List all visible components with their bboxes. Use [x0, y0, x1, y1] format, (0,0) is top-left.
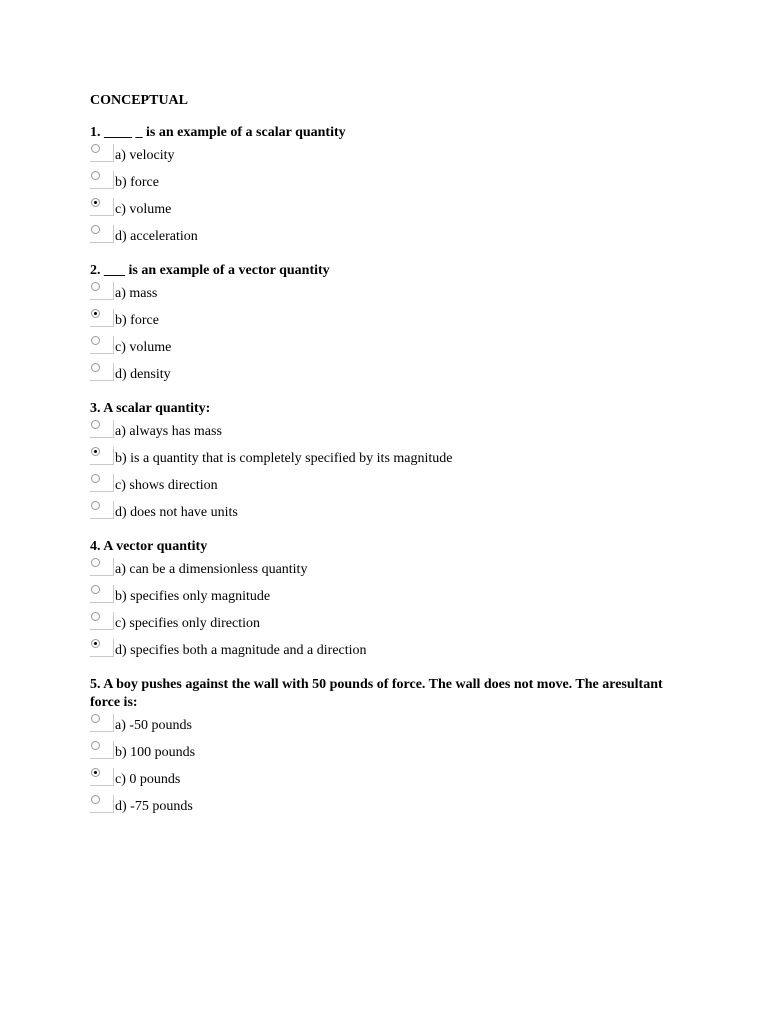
- question-2: [90, 262, 690, 390]
- answer-option[interactable]: [90, 639, 690, 666]
- option-label: c) volume: [115, 340, 172, 355]
- question-list: [90, 124, 690, 822]
- answer-option[interactable]: [90, 585, 690, 612]
- radio-button[interactable]: [91, 144, 100, 153]
- question-text: 3. A scalar quantity:: [90, 401, 211, 416]
- option-label: a) velocity: [115, 148, 175, 163]
- radio-button-checked[interactable]: [91, 309, 100, 318]
- radio-button[interactable]: [91, 336, 100, 345]
- question-text: 2. ___ is an example of a vector quantity: [90, 263, 330, 278]
- answer-option[interactable]: [90, 795, 690, 822]
- option-label: b) force: [115, 175, 159, 190]
- answer-option[interactable]: [90, 282, 690, 309]
- section-title: CONCEPTUAL: [90, 93, 189, 108]
- answer-option[interactable]: [90, 171, 690, 198]
- question-text: 5. A boy pushes against the wall with 50 pounds of force. The wall does not move. The aresultant force is:: [90, 677, 663, 710]
- option-label: c) specifies only direction: [115, 616, 261, 631]
- answer-option[interactable]: [90, 474, 690, 501]
- option-label: c) 0 pounds: [115, 772, 181, 787]
- option-label: a) -50 pounds: [115, 718, 192, 733]
- question-text: 1. ____ _ is an example of a scalar quantity: [90, 125, 346, 140]
- answer-option[interactable]: [90, 309, 690, 336]
- answer-option[interactable]: [90, 501, 690, 528]
- answer-option[interactable]: [90, 363, 690, 390]
- option-label: b) specifies only magnitude: [115, 589, 271, 604]
- option-label: a) can be a dimensionless quantity: [115, 562, 308, 577]
- radio-button-checked[interactable]: [91, 447, 100, 456]
- quiz-document: [90, 92, 690, 832]
- option-label: c) shows direction: [115, 478, 218, 493]
- radio-button[interactable]: [91, 585, 100, 594]
- question-5: [90, 676, 690, 822]
- radio-button[interactable]: [91, 225, 100, 234]
- radio-button[interactable]: [91, 741, 100, 750]
- radio-button[interactable]: [91, 558, 100, 567]
- answer-option[interactable]: [90, 714, 690, 741]
- question-1: [90, 124, 690, 252]
- option-label: b) is a quantity that is completely specified by its magnitude: [115, 451, 453, 466]
- option-label: a) always has mass: [115, 424, 222, 439]
- answer-option[interactable]: [90, 768, 690, 795]
- option-label: c) volume: [115, 202, 172, 217]
- question-text: 4. A vector quantity: [90, 539, 208, 554]
- radio-button-checked[interactable]: [91, 639, 100, 648]
- answer-option[interactable]: [90, 225, 690, 252]
- option-label: d) acceleration: [115, 229, 198, 244]
- radio-button[interactable]: [91, 795, 100, 804]
- radio-button[interactable]: [91, 420, 100, 429]
- answer-option[interactable]: [90, 198, 690, 225]
- question-3: [90, 400, 690, 528]
- radio-button-checked[interactable]: [91, 198, 100, 207]
- option-label: a) mass: [115, 286, 158, 301]
- radio-button[interactable]: [91, 501, 100, 510]
- answer-option[interactable]: [90, 741, 690, 768]
- radio-button[interactable]: [91, 474, 100, 483]
- answer-option[interactable]: [90, 336, 690, 363]
- radio-button[interactable]: [91, 363, 100, 372]
- answer-option[interactable]: [90, 558, 690, 585]
- question-4: [90, 538, 690, 666]
- radio-button[interactable]: [91, 714, 100, 723]
- option-label: d) does not have units: [115, 505, 238, 520]
- radio-button-checked[interactable]: [91, 768, 100, 777]
- option-label: b) 100 pounds: [115, 745, 196, 760]
- option-label: d) -75 pounds: [115, 799, 193, 814]
- answer-option[interactable]: [90, 612, 690, 639]
- option-label: d) specifies both a magnitude and a direction: [115, 643, 367, 658]
- radio-button[interactable]: [91, 171, 100, 180]
- answer-option[interactable]: [90, 144, 690, 171]
- option-label: d) density: [115, 367, 171, 382]
- answer-option[interactable]: [90, 447, 690, 474]
- answer-option[interactable]: [90, 420, 690, 447]
- option-label: b) force: [115, 313, 159, 328]
- radio-button[interactable]: [91, 612, 100, 621]
- radio-button[interactable]: [91, 282, 100, 291]
